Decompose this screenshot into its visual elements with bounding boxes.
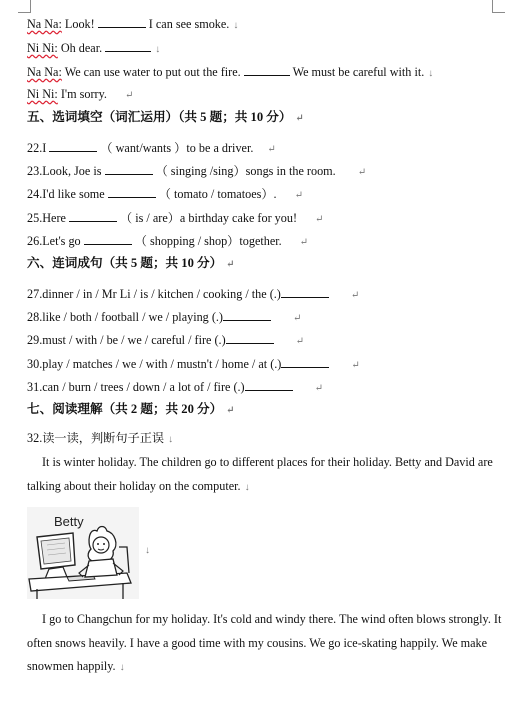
answer-blank[interactable] (245, 379, 293, 391)
reading-body-line-2: often snows heavily. I have a good time with my cousins. We go ice-skating happily. We make (27, 636, 488, 650)
answer-blank[interactable] (108, 186, 156, 198)
dialogue-line-1 (27, 16, 238, 33)
dialogue-text: Oh dear. (60, 41, 103, 55)
return-mark: ↵ (226, 259, 235, 270)
answer-blank[interactable] (223, 309, 271, 321)
answer-blank[interactable] (281, 286, 329, 298)
answer-blank[interactable] (84, 233, 132, 245)
reading-body-line-1: I go to Changchun for my holiday. It's cold and windy there. The wind often blows strongly. It (42, 612, 502, 626)
question-28: 28.like / both / football / we / playing (.) ↵ (27, 310, 302, 324)
question-26: 26.Let's go （ shopping / shop）together. ↵ (27, 234, 309, 248)
page-corner-mark-right (492, 0, 505, 13)
dialogue-text: I can see smoke. (148, 17, 230, 31)
paragraph-mark: ↓ (119, 662, 125, 673)
return-mark: ↵ (226, 405, 235, 416)
question-32-prompt: 32.读一读，判断句子正误 ↓ (27, 431, 174, 445)
speaker: Ni Ni: (27, 87, 58, 101)
page-corner-mark-left (18, 0, 31, 13)
answer-blank[interactable] (281, 356, 329, 368)
speaker: Na Na: (27, 65, 62, 79)
question-23: 23.Look, Joe is （ singing /sing）songs in the room. ↵ (27, 164, 367, 178)
answer-blank[interactable] (49, 140, 97, 152)
answer-blank[interactable] (244, 64, 290, 76)
figure-label: Betty (54, 514, 84, 529)
betty-illustration (27, 507, 150, 599)
return-mark: ↵ (295, 113, 304, 124)
dialogue-line-2 (27, 40, 160, 57)
question-29: 29.must / with / be / we / careful / fire (.) ↵ (27, 333, 305, 347)
paragraph-mark: ↓ (233, 20, 239, 31)
paragraph-mark: ↓ (244, 482, 250, 493)
section-6-title: 六、连词成句（共 5 题；共 10 分） ↵ (27, 256, 235, 270)
dialogue-text: We can use water to put out the fire. (64, 65, 241, 79)
speaker: Ni Ni: (27, 41, 58, 55)
question-31: 31.can / burn / trees / down / a lot of / fire (.) ↵ (27, 380, 324, 394)
answer-blank[interactable] (105, 163, 153, 175)
return-mark: ↵ (315, 214, 324, 225)
answer-blank[interactable] (105, 40, 151, 52)
question-30: 30.play / matches / we / with / mustn't / home / at (.) ↵ (27, 357, 360, 371)
return-mark: ↵ (294, 190, 303, 201)
dialogue-line-3 (27, 64, 433, 81)
return-mark: ↵ (357, 167, 367, 178)
paragraph-mark: ↓ (145, 545, 150, 556)
question-22: 22.I （ want/wants ）to be a driver. ↵ (27, 141, 276, 155)
return-mark: ↵ (299, 237, 309, 248)
answer-blank[interactable] (98, 16, 146, 28)
section-5-title: 五、选词填空（词汇运用）（共 5 题；共 10 分） ↵ (27, 110, 304, 124)
return-mark: ↵ (314, 383, 324, 394)
answer-blank[interactable] (226, 332, 274, 344)
speaker: Na Na: (27, 17, 62, 31)
question-24: 24.I'd like some （ tomato / tomatoes）. ↵ (27, 187, 303, 201)
answer-blank[interactable] (69, 210, 117, 222)
paragraph-mark: ↓ (168, 434, 174, 445)
section-7-title: 七、阅读理解（共 2 题；共 20 分） ↵ (27, 402, 235, 416)
return-mark: ↵ (124, 90, 134, 101)
paragraph-mark: ↓ (428, 68, 434, 79)
return-mark: ↵ (350, 290, 360, 301)
dialogue-line-4 (27, 87, 133, 103)
dialogue-text: We must be careful with it. (292, 65, 425, 79)
reading-body-line-3: snowmen happily. ↓ (27, 659, 125, 673)
return-mark: ↵ (292, 313, 302, 324)
return-mark: ↵ (295, 336, 305, 347)
dialogue-text: Look! (64, 17, 95, 31)
question-25: 25.Here （ is / are）a birthday cake for you! ↵ (27, 211, 324, 225)
return-mark: ↵ (351, 360, 360, 371)
reading-intro-line-1: It is winter holiday. The children go to different places for their holiday. Betty and David are (42, 455, 493, 469)
paragraph-mark: ↓ (155, 44, 161, 55)
question-27: 27.dinner / in / Mr Li / is / kitchen / cooking / the (.) ↵ (27, 287, 360, 301)
betty-computer-image (27, 507, 139, 599)
reading-intro-line-2: talking about their holiday on the computer. ↓ (27, 479, 250, 493)
return-mark: ↵ (267, 144, 276, 155)
dialogue-text: I'm sorry. (60, 87, 107, 101)
